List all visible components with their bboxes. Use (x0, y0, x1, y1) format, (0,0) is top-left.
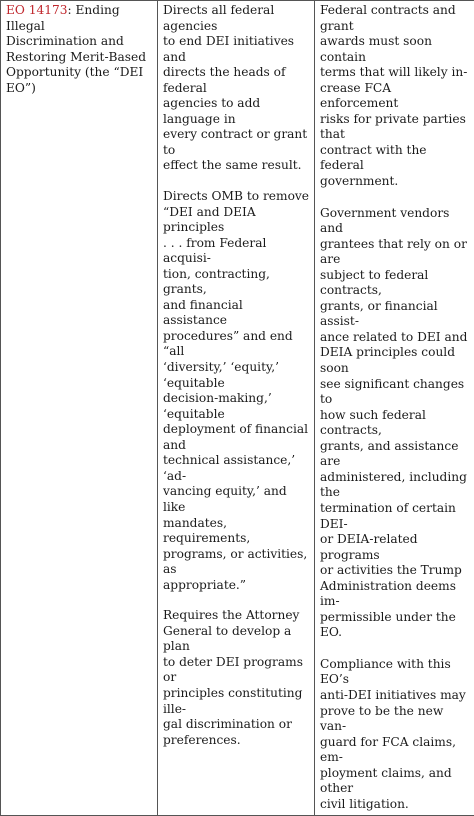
implications-paragraph-1: Federal contracts and grant awards must soon contain terms that will likely in- crease FCA enforcement risks for private parties that contract with the federal government. (320, 3, 469, 190)
order-title-text: : Ending Illegal Discrimination and Restoring Merit-Based Opportunity (the “DEI EO”) (6, 3, 146, 95)
implications-cell (315, 1, 474, 816)
eo-link[interactable]: EO 14173 (6, 3, 68, 17)
summary-paragraph-2: Directs OMB to remove “DEI and DEIA principles . . . from Federal acquisi- tion, contracting, grants, and financial assistance procedures” and end “all ‘diversity,’ ‘equity,’ ‘equitable decision-making,’ ‘equitable deployment of financial and technical assistance,’ ‘ad- vancing equity,’ and like mandates, requirements, programs, or activities, as appropriate.” (163, 189, 309, 593)
order-cell (1, 1, 158, 816)
implications-paragraph-2: Government vendors and grantees that rely on or are subject to federal contracts, grants, or financial assist- ance related to DEI and DEIA principles could soon see significant changes to how such federal contracts, grants, and assistance are administered, including the termination of certain DEI- or DEIA-related programs or activities the Trump Administration deems im- permissible under the EO. (320, 206, 469, 641)
summary-paragraph-3: Requires the Attorney General to develop a plan to deter DEI programs or principles constituting ille- gal discrimination or preferences. (163, 608, 309, 748)
implications-paragraph-3: Compliance with this EO’s anti-DEI initiatives may prove to be the new van- guard for FCA claims, em- ployment claims, and other civil litigation. (320, 657, 469, 812)
table-row (1, 1, 474, 816)
summary-cell (158, 1, 315, 816)
summary-paragraph-1: Directs all federal agencies to end DEI initiatives and directs the heads of federal agencies to add language in every contract or grant to effect the same result. (163, 3, 309, 174)
order-title (6, 3, 152, 96)
